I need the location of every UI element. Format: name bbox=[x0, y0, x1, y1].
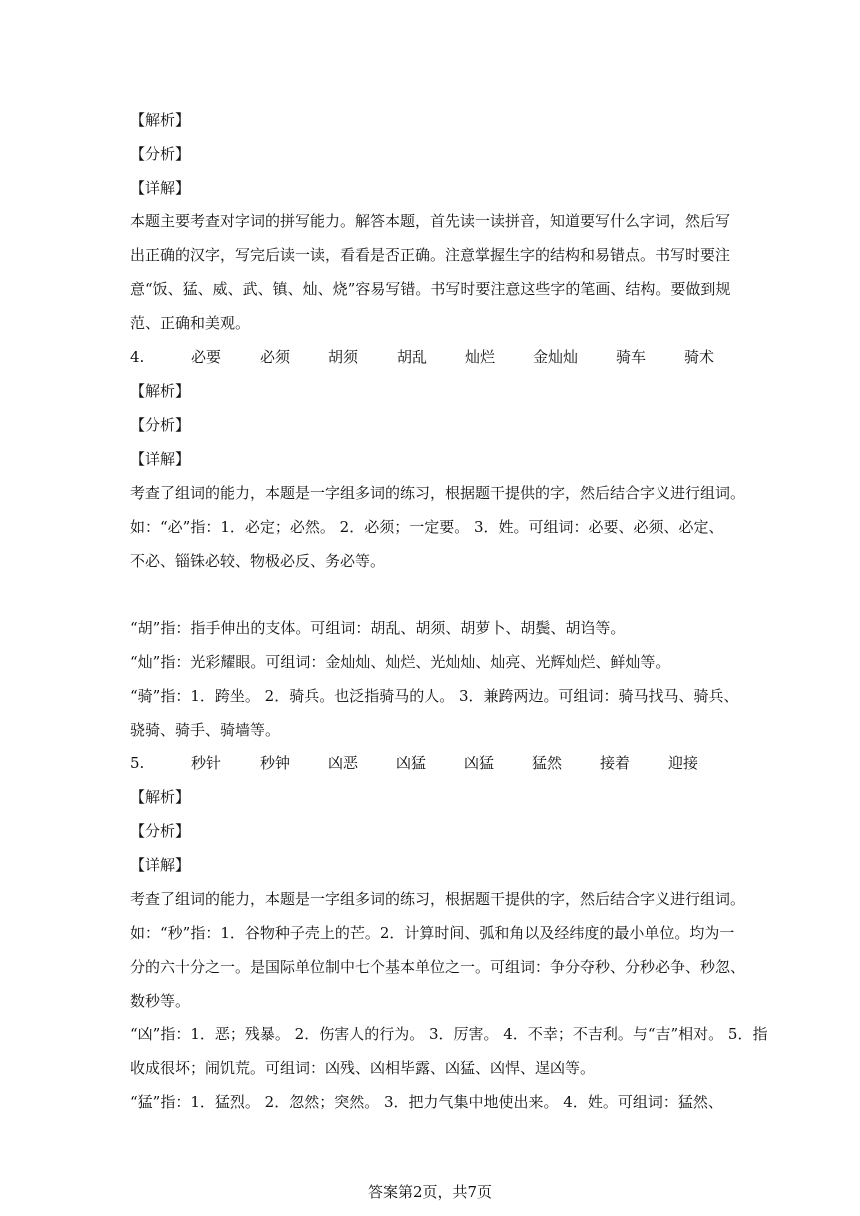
paragraph-line: “骑”指：1．跨坐。 2．骑兵。也泛指骑马的人。 3．兼跨两边。可组词：骑马找马、骑兵、 bbox=[130, 687, 739, 705]
answer-word: 凶恶 bbox=[328, 754, 359, 772]
question-4-answers bbox=[130, 347, 750, 367]
paragraph-line: “猛”指：1．猛烈。 2．忽然；突然。 3．把力气集中地使出来。 4．姓。可组词：猛然、 bbox=[130, 1093, 723, 1111]
paragraph-line: 出正确的汉字，写完后读一读，看看是否正确。注意掌握生字的结构和易错点。书写时要注 bbox=[130, 246, 731, 264]
section-label-analysis: 【解析】 bbox=[130, 382, 191, 400]
section-label-breakdown: 【分析】 bbox=[130, 416, 191, 434]
paragraph-line: 不必、锱铢必较、物极必反、务必等。 bbox=[130, 552, 386, 570]
paragraph-line: 考查了组词的能力，本题是一字组多词的练习，根据题干提供的字，然后结合字义进行组词。 bbox=[130, 484, 746, 502]
answer-word: 胡须 bbox=[328, 348, 359, 366]
paragraph-line: 考查了组词的能力，本题是一字组多词的练习，根据题干提供的字，然后结合字义进行组词。 bbox=[130, 890, 746, 908]
section-label-detail: 【详解】 bbox=[130, 450, 191, 468]
answer-word: 秒钟 bbox=[260, 754, 291, 772]
paragraph-line: “胡”指：指手伸出的支体。可组词：胡乱、胡须、胡萝卜、胡鬓、胡诌等。 bbox=[130, 619, 626, 637]
paragraph-line: 范、正确和美观。 bbox=[130, 314, 251, 332]
answer-word: 必须 bbox=[260, 348, 291, 366]
paragraph-line: 如：“必”指：1．必定；必然。 2．必须；一定要。 3．姓。可组词：必要、必须、必定、 bbox=[130, 518, 724, 536]
answer-word: 猛然 bbox=[532, 754, 563, 772]
question-number: 5. bbox=[130, 754, 145, 772]
answer-word: 接着 bbox=[600, 754, 631, 772]
paragraph-line: 分的六十分之一。是国际单位制中七个基本单位之一。可组词：争分夺秒、分秒必争、秒忽、 bbox=[130, 958, 746, 976]
question-5-answers bbox=[130, 753, 750, 773]
answer-word: 骑术 bbox=[684, 348, 715, 366]
section-label-breakdown: 【分析】 bbox=[130, 822, 191, 840]
page-footer: 答案第2页，共7页 bbox=[367, 1183, 493, 1201]
paragraph-line: 收成很坏；闹饥荒。可组词：凶残、凶相毕露、凶猛、凶悍、逞凶等。 bbox=[130, 1059, 596, 1077]
section-label-breakdown: 【分析】 bbox=[130, 145, 191, 163]
answer-word: 迎接 bbox=[668, 754, 699, 772]
question-number: 4. bbox=[130, 348, 145, 366]
paragraph-line: “凶”指：1．恶；残暴。 2．伤害人的行为。 3．厉害。 4．不幸；不吉利。与“吉”相对。 5．指 bbox=[130, 1025, 768, 1043]
answer-word: 秒针 bbox=[191, 754, 222, 772]
answer-word: 金灿灿 bbox=[533, 348, 579, 366]
paragraph-line: “灿”指：光彩耀眼。可组词：金灿灿、灿烂、光灿灿、灿亮、光辉灿烂、鲜灿等。 bbox=[130, 653, 671, 671]
section-label-analysis: 【解析】 bbox=[130, 111, 191, 129]
section-label-detail: 【详解】 bbox=[130, 856, 191, 874]
answer-word: 灿烂 bbox=[465, 348, 496, 366]
paragraph-line: 数秒等。 bbox=[130, 992, 191, 1010]
answer-word: 骑车 bbox=[616, 348, 647, 366]
answer-word: 凶猛 bbox=[396, 754, 427, 772]
paragraph-line: 意“饭、猛、威、武、镇、灿、烧”容易写错。书写时要注意这些字的笔画、结构。要做到规 bbox=[130, 280, 731, 298]
paragraph-line: 骁骑、骑手、骑墙等。 bbox=[130, 721, 281, 739]
answer-word: 必要 bbox=[191, 348, 222, 366]
answer-word: 凶猛 bbox=[464, 754, 495, 772]
answer-word: 胡乱 bbox=[397, 348, 428, 366]
section-label-detail: 【详解】 bbox=[130, 179, 191, 197]
paragraph-line: 如：“秒”指：1．谷物种子壳上的芒。2．计算时间、弧和角以及经纬度的最小单位。均为一 bbox=[130, 924, 735, 942]
paragraph-line: 本题主要考查对字词的拼写能力。解答本题，首先读一读拼音，知道要写什么字词，然后写 bbox=[130, 212, 731, 230]
section-label-analysis: 【解析】 bbox=[130, 788, 191, 806]
